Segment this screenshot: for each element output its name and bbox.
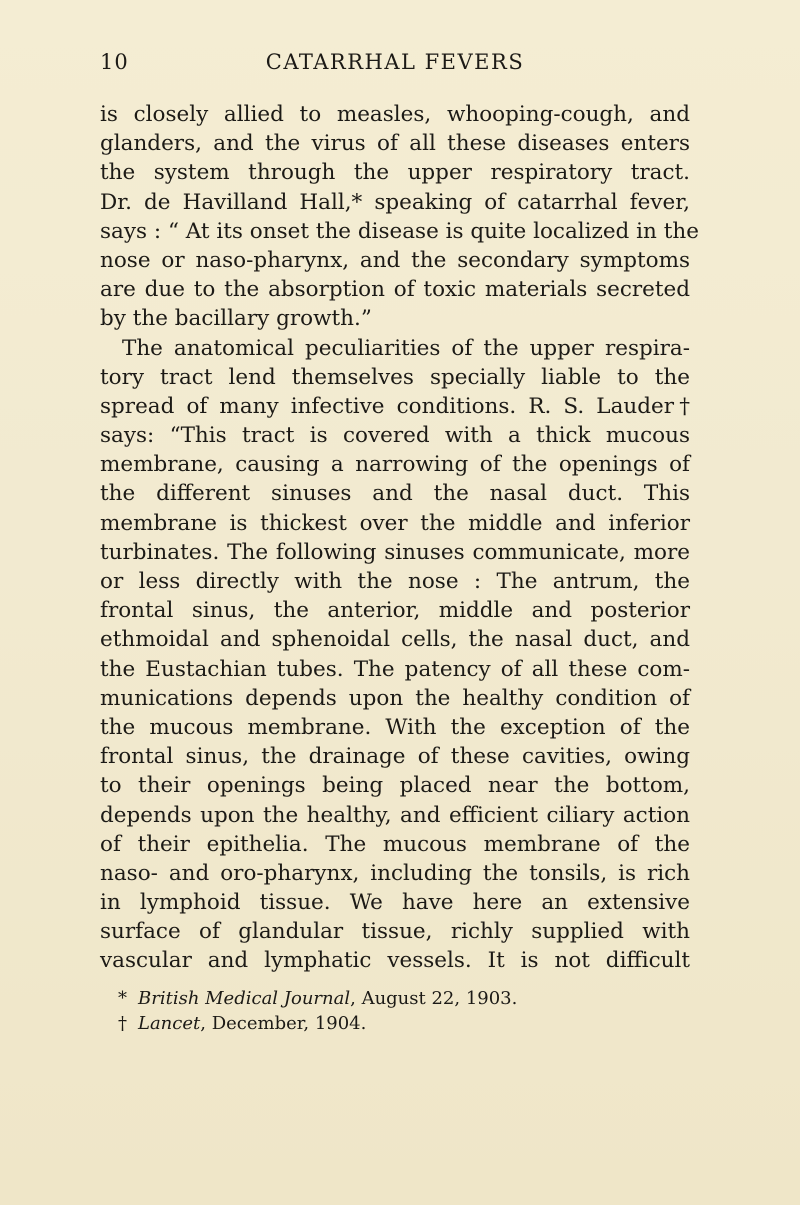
footnote-date: , August 22, 1903. bbox=[350, 988, 518, 1009]
footnote-british-medical-journal bbox=[118, 986, 678, 1011]
body-text bbox=[100, 100, 699, 976]
running-title: CATARRHAL FEVERS bbox=[265, 50, 525, 74]
text-line: ethmoidal and sphenoidal cells, the nasal duct, and bbox=[100, 627, 690, 653]
footnote-lancet bbox=[118, 1011, 678, 1036]
footnotes bbox=[118, 986, 678, 1036]
text-line: Dr. de Havilland Hall,* speaking of catarrhal fever, bbox=[100, 189, 690, 215]
text-line: to their openings being placed near the bottom, bbox=[100, 773, 690, 799]
page-number: 10 bbox=[100, 50, 129, 74]
text-line: membrane, causing a narrowing of the openings of bbox=[100, 452, 690, 478]
text-line: or less directly with the nose : The antrum, the bbox=[100, 569, 690, 594]
text-line: turbinates. The following sinuses communicate, more bbox=[100, 539, 690, 565]
text-line: naso- and oro-pharynx, including the tonsils, is rich bbox=[100, 860, 690, 886]
footnote-mark: * bbox=[118, 988, 127, 1009]
text-line: says : “ At its onset the disease is quite localized in the bbox=[100, 218, 699, 244]
text-line: in lymphoid tissue. We have here an extensive bbox=[100, 890, 690, 916]
text-line: the Eustachian tubes. The patency of all these com- bbox=[100, 656, 690, 682]
text-line: glanders, and the virus of all these diseases enters bbox=[100, 131, 690, 157]
text-line: of their epithelia. The mucous membrane of the bbox=[100, 831, 690, 857]
text-line: the system through the upper respiratory tract. bbox=[100, 160, 690, 186]
text-line: is closely allied to measles, whooping-cough, and bbox=[100, 102, 690, 127]
text-line: munications depends upon the healthy condition of bbox=[100, 685, 690, 711]
text-line: are due to the absorption of toxic materials secreted bbox=[100, 277, 690, 303]
text-line: the mucous membrane. With the exception of the bbox=[100, 714, 690, 740]
text-line: says: “This tract is covered with a thick mucous bbox=[100, 423, 690, 449]
text-line: frontal sinus, the anterior, middle and posterior bbox=[100, 598, 690, 624]
text-line: by the bacillary growth.” bbox=[100, 306, 372, 332]
text-line: the different sinuses and the nasal duct. This bbox=[100, 481, 690, 507]
text-line: spread of many infective conditions. R. S. Lauder† bbox=[100, 393, 690, 419]
running-head bbox=[100, 50, 690, 80]
footnote-mark: † bbox=[118, 1013, 127, 1034]
footnote-date: , December, 1904. bbox=[200, 1013, 367, 1034]
text-line: The anatomical peculiarities of the upper respira- bbox=[122, 335, 690, 361]
footnote-journal-title: British Medical Journal bbox=[138, 988, 351, 1009]
text-line: nose or naso-pharynx, and the secondary symptoms bbox=[100, 247, 690, 273]
text-line: depends upon the healthy, and efficient ciliary action bbox=[100, 802, 690, 828]
text-line: surface of glandular tissue, richly supplied with bbox=[100, 919, 690, 945]
text-line: vascular and lymphatic vessels. It is not difficult bbox=[100, 948, 690, 974]
text-line: tory tract lend themselves specially liable to the bbox=[100, 364, 690, 390]
footnote-journal-title: Lancet bbox=[138, 1013, 201, 1034]
text-line: membrane is thickest over the middle and inferior bbox=[100, 510, 690, 536]
text-line: frontal sinus, the drainage of these cavities, owing bbox=[100, 744, 690, 770]
